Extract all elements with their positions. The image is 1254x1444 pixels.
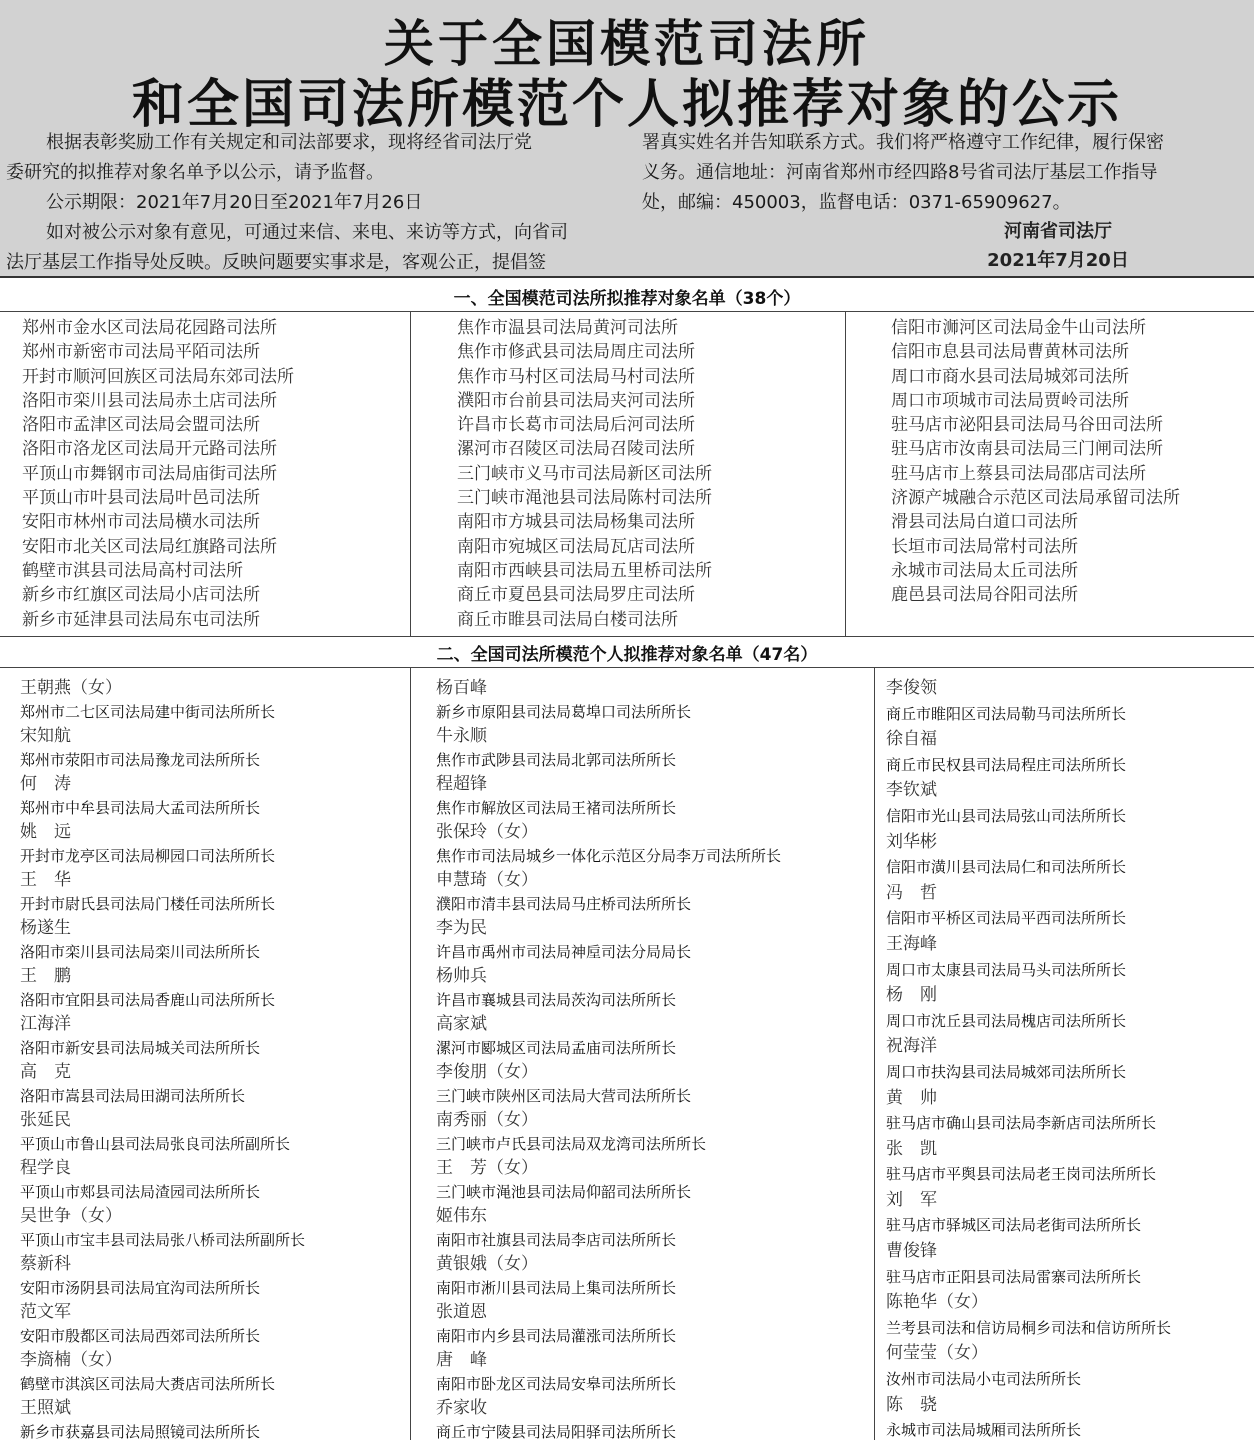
person-position: 汝州市司法局小屯司法所所长 bbox=[886, 1370, 1082, 1389]
org-list-item: 周口市商水县司法局城郊司法所 bbox=[891, 366, 1129, 387]
person-name: 杨 刚 bbox=[886, 985, 937, 1006]
section1-col1 bbox=[22, 316, 294, 632]
person-position: 郑州市二七区司法局建中街司法所所长 bbox=[20, 703, 276, 721]
person-position: 洛阳市宜阳县司法局香鹿山司法所所长 bbox=[20, 991, 276, 1009]
person-name: 乔家收 bbox=[436, 1398, 487, 1418]
person-name: 冯 哲 bbox=[886, 882, 937, 903]
org-list-item: 濮阳市台前县司法局夹河司法所 bbox=[457, 390, 695, 411]
person-name: 吴世争（女） bbox=[20, 1206, 122, 1226]
org-list-item: 焦作市温县司法局黄河司法所 bbox=[457, 318, 678, 338]
person-position: 洛阳市嵩县司法局田湖司法所所长 bbox=[20, 1087, 246, 1105]
person-name: 王 芳（女） bbox=[436, 1158, 538, 1178]
person-name: 何 涛 bbox=[20, 774, 71, 794]
org-list-item: 新乡市红旗区司法局小店司法所 bbox=[22, 585, 260, 606]
person-position: 郑州市中牟县司法局大孟司法所所长 bbox=[20, 799, 261, 817]
org-list-item: 新乡市延津县司法局东屯司法所 bbox=[22, 609, 260, 630]
org-list-item: 商丘市睢县司法局白楼司法所 bbox=[457, 609, 678, 630]
person-position: 三门峡市渑池县司法局仰韶司法所所长 bbox=[436, 1183, 692, 1201]
person-name: 张道恩 bbox=[436, 1302, 487, 1322]
org-list-item: 商丘市夏邑县司法局罗庄司法所 bbox=[457, 585, 695, 606]
person-name: 江海洋 bbox=[20, 1014, 71, 1034]
person-position: 许昌市禹州市司法局神垕司法分局局长 bbox=[436, 943, 692, 961]
person-name: 曹俊锋 bbox=[886, 1241, 937, 1262]
person-name: 李钦斌 bbox=[886, 780, 937, 801]
person-name: 程超锋 bbox=[436, 774, 487, 794]
intro-line: 公示期限：2021年7月20日至2021年7月26日 bbox=[46, 192, 423, 213]
person-position: 三门峡市卢氏县司法局双龙湾司法所所长 bbox=[436, 1135, 707, 1153]
section1-title-rule bbox=[0, 311, 1254, 312]
section2-col2 bbox=[436, 676, 781, 1444]
person-position: 焦作市司法局城乡一体化示范区分局李万司法所所长 bbox=[436, 847, 782, 865]
person-position: 南阳市内乡县司法局灌涨司法所所长 bbox=[436, 1327, 677, 1345]
person-name: 程学良 bbox=[20, 1158, 71, 1178]
person-name: 李为民 bbox=[436, 918, 487, 938]
person-position: 三门峡市陕州区司法局大营司法所所长 bbox=[436, 1087, 692, 1105]
person-name: 王朝燕（女） bbox=[20, 678, 122, 698]
person-name: 王照斌 bbox=[20, 1398, 71, 1418]
org-list-item: 鹤壁市淇县司法局高村司法所 bbox=[22, 560, 243, 581]
person-position: 开封市尉氏县司法局门楼任司法所所长 bbox=[20, 895, 276, 913]
person-position: 兰考县司法和信访局桐乡司法和信访所所长 bbox=[886, 1318, 1172, 1337]
org-list-item: 南阳市方城县司法局杨集司法所 bbox=[457, 512, 695, 533]
person-name: 宋知航 bbox=[20, 726, 71, 746]
person-name: 杨遂生 bbox=[20, 918, 71, 938]
org-list-item: 三门峡市渑池县司法局陈村司法所 bbox=[457, 488, 712, 509]
person-name: 祝海洋 bbox=[886, 1036, 937, 1057]
person-position: 信阳市潢川县司法局仁和司法所所长 bbox=[886, 858, 1127, 877]
person-position: 新乡市原阳县司法局葛埠口司法所所长 bbox=[436, 703, 692, 721]
org-list-item: 洛阳市洛龙区司法局开元路司法所 bbox=[22, 439, 277, 460]
person-name: 申慧琦（女） bbox=[436, 870, 538, 890]
person-position: 郑州市荥阳市司法局豫龙司法所所长 bbox=[20, 751, 261, 769]
intro-line: 根据表彰奖励工作有关规定和司法部要求，现将经省司法厅党 bbox=[46, 132, 532, 153]
person-position: 周口市扶沟县司法局城郊司法所所长 bbox=[886, 1062, 1127, 1081]
person-name: 唐 峰 bbox=[436, 1350, 487, 1370]
person-position: 漯河市郾城区司法局孟庙司法所所长 bbox=[436, 1039, 677, 1057]
person-position: 洛阳市新安县司法局城关司法所所长 bbox=[20, 1039, 261, 1057]
org-list-item: 南阳市西峡县司法局五里桥司法所 bbox=[457, 560, 712, 581]
person-position: 焦作市武陟县司法局北郭司法所所长 bbox=[436, 751, 677, 769]
person-position: 南阳市社旗县司法局李店司法所所长 bbox=[436, 1231, 677, 1249]
org-list-item: 郑州市新密市司法局平陌司法所 bbox=[22, 342, 260, 363]
org-list-item: 焦作市马村区司法局马村司法所 bbox=[457, 366, 695, 387]
section2-title: 二、全国司法所模范个人拟推荐对象名单（47名） bbox=[436, 645, 818, 665]
person-position: 濮阳市清丰县司法局马庄桥司法所所长 bbox=[436, 895, 692, 913]
person-position: 信阳市光山县司法局弦山司法所所长 bbox=[886, 806, 1127, 825]
person-name: 黄银娥（女） bbox=[436, 1254, 538, 1274]
person-position: 南阳市淅川县司法局上集司法所所长 bbox=[436, 1279, 677, 1297]
org-list-item: 鹿邑县司法局谷阳司法所 bbox=[891, 585, 1078, 606]
person-name: 杨百峰 bbox=[436, 678, 487, 698]
intro-left-column bbox=[6, 128, 618, 278]
header-divider bbox=[0, 276, 1254, 278]
section2-col1 bbox=[20, 676, 305, 1444]
person-name: 刘华彬 bbox=[886, 831, 937, 852]
org-list-item: 济源产城融合示范区司法局承留司法所 bbox=[891, 488, 1180, 509]
person-position: 鹤壁市淇滨区司法局大赉店司法所所长 bbox=[20, 1375, 276, 1393]
person-position: 驻马店市正阳县司法局雷寨司法所所长 bbox=[886, 1267, 1142, 1286]
signature-org: 河南省司法厅 bbox=[1004, 221, 1112, 242]
person-name: 张延民 bbox=[20, 1110, 71, 1130]
person-position: 周口市沈丘县司法局槐店司法所所长 bbox=[886, 1011, 1127, 1030]
signature-date: 2021年7月20日 bbox=[987, 250, 1129, 271]
person-name: 徐自福 bbox=[886, 729, 937, 750]
page-title-line2: 和全国司法所模范个人拟推荐对象的公示 bbox=[131, 75, 1122, 135]
org-list-item: 南阳市宛城区司法局瓦店司法所 bbox=[457, 536, 695, 557]
person-position: 许昌市襄城县司法局茨沟司法所所长 bbox=[436, 991, 677, 1009]
org-list-item: 平顶山市舞钢市司法局庙街司法所 bbox=[22, 463, 277, 484]
person-name: 王海峰 bbox=[886, 933, 937, 954]
person-name: 李旖楠（女） bbox=[20, 1350, 122, 1370]
org-list-item: 长垣市司法局常村司法所 bbox=[891, 536, 1078, 557]
person-name: 杨帅兵 bbox=[436, 966, 487, 986]
person-name: 刘 军 bbox=[886, 1189, 937, 1210]
person-name: 蔡新科 bbox=[20, 1254, 71, 1274]
intro-line: 处，邮编：450003，监督电话：0371-65909627。 bbox=[642, 192, 1071, 213]
intro-line: 署真实姓名并告知联系方式。我们将严格遵守工作纪律，履行保密 bbox=[642, 132, 1164, 153]
org-list-item: 三门峡市义马市司法局新区司法所 bbox=[457, 463, 712, 484]
section2-col3 bbox=[886, 676, 1171, 1444]
person-name: 张保玲（女） bbox=[436, 822, 538, 842]
org-list-item: 郑州市金水区司法局花园路司法所 bbox=[22, 318, 277, 338]
person-name: 张 凯 bbox=[886, 1138, 937, 1159]
person-name: 高 克 bbox=[20, 1062, 71, 1082]
person-position: 商丘市睢阳区司法局勒马司法所所长 bbox=[886, 704, 1127, 723]
org-list-item: 安阳市北关区司法局红旗路司法所 bbox=[22, 536, 277, 557]
intro-line: 如对被公示对象有意见，可通过来信、来电、来访等方式，向省司 bbox=[46, 222, 568, 243]
org-list-item: 周口市项城市司法局贾岭司法所 bbox=[891, 390, 1129, 411]
person-name: 陈艳华（女） bbox=[886, 1292, 988, 1313]
intro-line: 义务。通信地址：河南省郑州市经四路8号省司法厅基层工作指导 bbox=[642, 162, 1158, 183]
person-name: 王 鹏 bbox=[20, 966, 71, 986]
intro-right-column bbox=[642, 128, 1252, 218]
person-name: 陈 骁 bbox=[886, 1394, 937, 1415]
person-position: 平顶山市宝丰县司法局张八桥司法所副所长 bbox=[20, 1231, 306, 1249]
person-position: 平顶山市郏县司法局渣园司法所所长 bbox=[20, 1183, 261, 1201]
column-divider bbox=[845, 312, 846, 636]
org-list-item: 洛阳市栾川县司法局赤土店司法所 bbox=[22, 390, 277, 411]
section1-col3 bbox=[891, 316, 1180, 608]
person-position: 驻马店市平舆县司法局老王岗司法所所长 bbox=[886, 1165, 1157, 1184]
header-banner bbox=[0, 0, 1254, 276]
org-list-item: 焦作市修武县司法局周庄司法所 bbox=[457, 342, 695, 363]
person-name: 李俊领 bbox=[886, 678, 937, 698]
section2-title-rule bbox=[0, 667, 1254, 668]
person-name: 王 华 bbox=[20, 870, 71, 890]
person-name: 姬伟东 bbox=[436, 1206, 487, 1226]
person-position: 永城市司法局城厢司法所所长 bbox=[886, 1421, 1082, 1440]
org-list-item: 驻马店市汝南县司法局三门闸司法所 bbox=[891, 439, 1163, 460]
column-divider bbox=[410, 668, 411, 1440]
org-list-item: 许昌市长葛市司法局后河司法所 bbox=[457, 415, 695, 436]
person-position: 驻马店市驿城区司法局老街司法所所长 bbox=[886, 1216, 1142, 1235]
org-list-item: 开封市顺河回族区司法局东郊司法所 bbox=[22, 366, 294, 387]
section-divider bbox=[0, 636, 1254, 637]
person-position: 驻马店市确山县司法局李新店司法所所长 bbox=[886, 1114, 1157, 1133]
person-position: 平顶山市鲁山县司法局张良司法所副所长 bbox=[20, 1135, 291, 1153]
column-divider bbox=[874, 668, 875, 1440]
person-name: 李俊朋（女） bbox=[436, 1062, 538, 1082]
section1-title: 一、全国模范司法所拟推荐对象名单（38个） bbox=[453, 289, 801, 309]
org-list-item: 驻马店市泌阳县司法局马谷田司法所 bbox=[891, 415, 1163, 436]
person-position: 开封市龙亭区司法局柳园口司法所所长 bbox=[20, 847, 276, 865]
column-divider bbox=[410, 312, 411, 636]
page-title-line1: 关于全国模范司法所 bbox=[384, 15, 870, 73]
org-list-item: 滑县司法局白道口司法所 bbox=[891, 512, 1078, 533]
person-name: 牛永顺 bbox=[436, 726, 487, 746]
person-position: 安阳市殷都区司法局西郊司法所所长 bbox=[20, 1327, 261, 1345]
person-name: 姚 远 bbox=[20, 822, 71, 842]
person-name: 高家斌 bbox=[436, 1014, 487, 1034]
person-name: 范文军 bbox=[20, 1302, 71, 1322]
person-position: 信阳市平桥区司法局平西司法所所长 bbox=[886, 909, 1127, 928]
intro-line: 委研究的拟推荐对象名单予以公示，请予监督。 bbox=[6, 162, 384, 183]
org-list-item: 安阳市林州市司法局横水司法所 bbox=[22, 512, 260, 533]
person-position: 安阳市汤阴县司法局宜沟司法所所长 bbox=[20, 1279, 261, 1297]
person-position: 焦作市解放区司法局王褚司法所所长 bbox=[436, 799, 677, 817]
org-list-item: 永城市司法局太丘司法所 bbox=[891, 560, 1078, 581]
intro-line: 法厅基层工作指导处反映。反映问题要实事求是，客观公正，提倡签 bbox=[6, 252, 546, 273]
person-position: 商丘市民权县司法局程庄司法所所长 bbox=[886, 755, 1127, 774]
org-list-item: 漯河市召陵区司法局召陵司法所 bbox=[457, 439, 695, 460]
org-list-item: 信阳市浉河区司法局金牛山司法所 bbox=[891, 318, 1146, 338]
org-list-item: 驻马店市上蔡县司法局邵店司法所 bbox=[891, 463, 1146, 484]
org-list-item: 信阳市息县司法局曹黄林司法所 bbox=[891, 342, 1129, 363]
person-position: 周口市太康县司法局马头司法所所长 bbox=[886, 960, 1127, 979]
org-list-item: 洛阳市孟津区司法局会盟司法所 bbox=[22, 415, 260, 436]
section1-col2 bbox=[457, 316, 712, 632]
person-position: 南阳市卧龙区司法局安皋司法所所长 bbox=[436, 1375, 677, 1393]
person-position: 商丘市宁陵县司法局阳驿司法所所长 bbox=[436, 1423, 677, 1441]
org-list-item: 平顶山市叶县司法局叶邑司法所 bbox=[22, 488, 260, 509]
person-position: 洛阳市栾川县司法局栾川司法所所长 bbox=[20, 943, 261, 961]
person-name: 黄 帅 bbox=[886, 1087, 937, 1108]
person-name: 南秀丽（女） bbox=[436, 1110, 538, 1130]
person-position: 新乡市获嘉县司法局照镜司法所所长 bbox=[20, 1423, 261, 1441]
person-name: 何莹莹（女） bbox=[886, 1343, 988, 1364]
